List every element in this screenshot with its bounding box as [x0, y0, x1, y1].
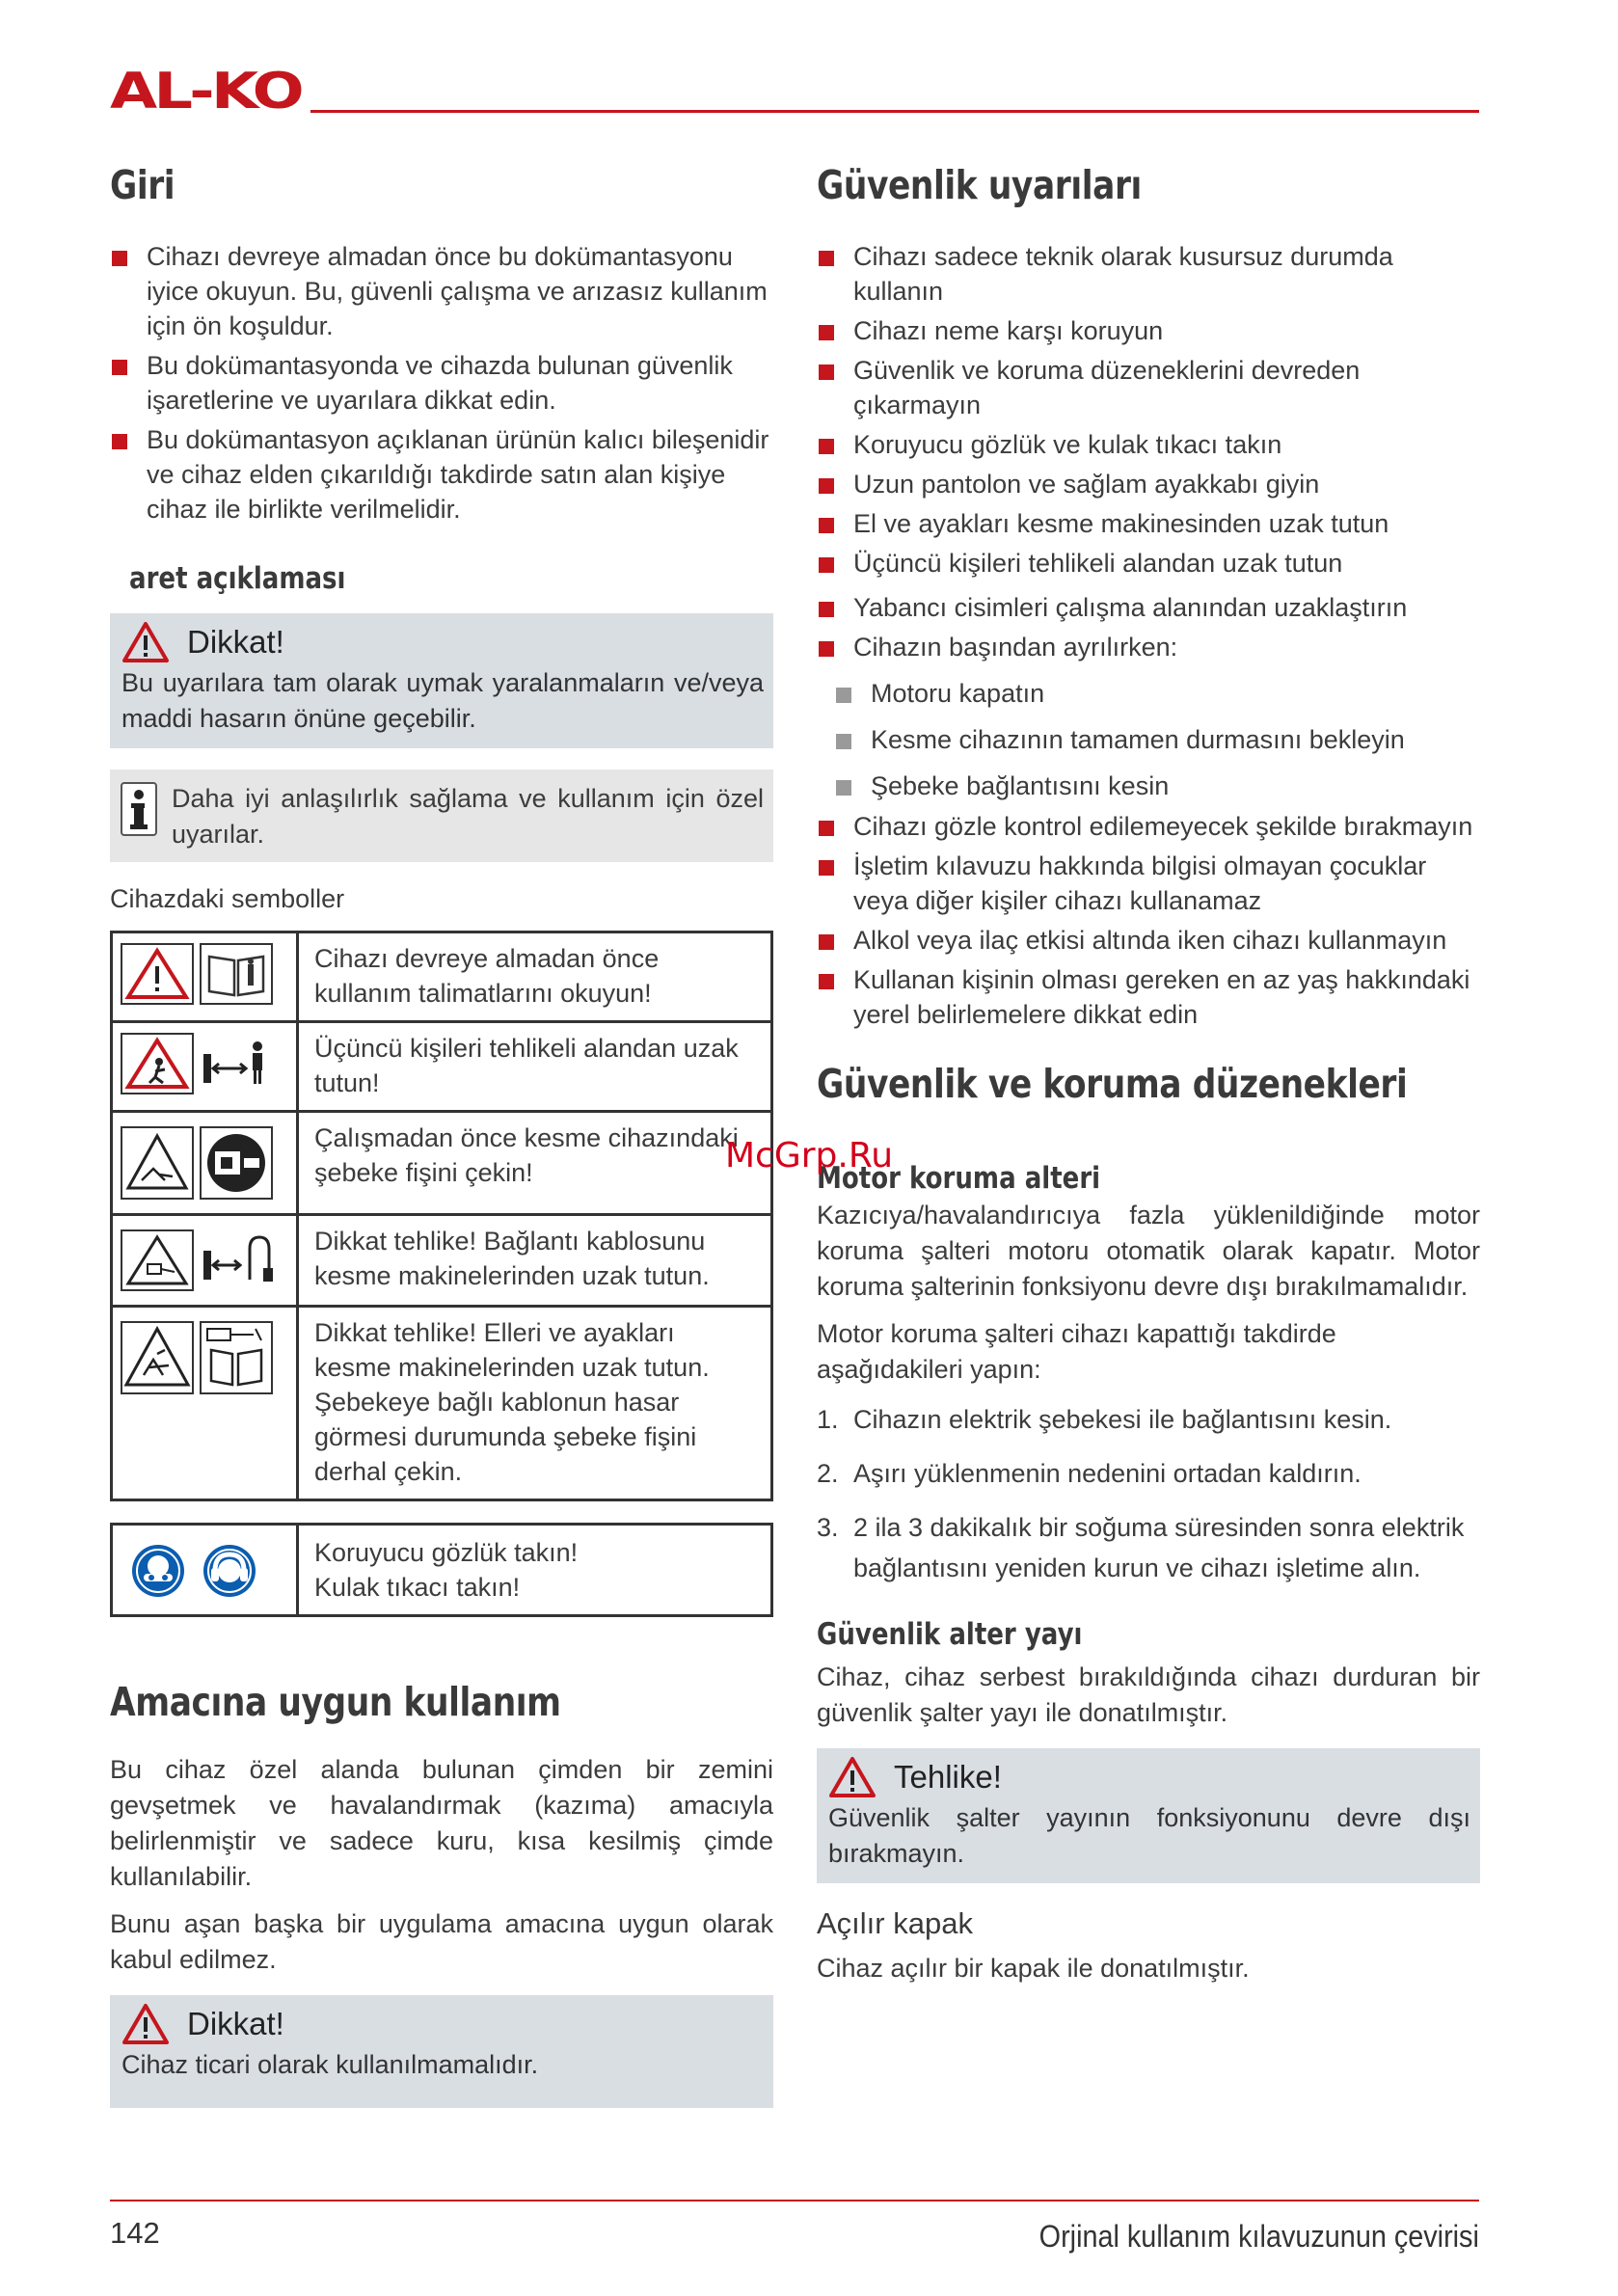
table-row: [112, 1112, 772, 1215]
caution-title: Dikkat!: [187, 624, 284, 660]
flap-paragraph: Cihaz açılır bir kapak ile donatılmıştır.: [817, 1954, 1250, 1983]
intro-list: [110, 239, 773, 527]
cable-warning-icon: [121, 1229, 194, 1291]
alko-logo: [110, 64, 303, 116]
list-item: Bu dokümantasyon açıklanan ürünün kalıcı bileşenidir ve cihaz elden çıkarıldığı takdirde satın alan kişiye cihaz ile birlikte verilmelidir.: [110, 422, 773, 527]
spring-paragraph: Cihaz, cihaz serbest bırakıldığında cihazı durduran bir güvenlik şalter yayı ile donatılmıştır.: [817, 1662, 1480, 1727]
sub-list-item: Motoru kapatın: [834, 676, 1480, 711]
symbol-description: Dikkat tehlike! Elleri ve ayakları kesme makinelerinden uzak tutun. Şebekeye bağlı kablonun hasar görmesi durumunda şebeke fişini derhal çekin.: [298, 1307, 772, 1500]
footer-title: Orjinal kullanım kılavuzunun çevirisi: [1038, 2219, 1479, 2254]
cable-hazard-icon: [121, 1126, 194, 1200]
left-column: [110, 154, 773, 2108]
list-item: Koruyucu gözlük ve kulak tıkacı takın: [817, 427, 1480, 462]
warning-icon: [121, 621, 170, 663]
safety-list: [817, 239, 1480, 664]
use-heading: Amacına uygun kullanım: [110, 1679, 561, 1725]
unplug-icon: [200, 1126, 273, 1200]
use-caution-box: [110, 1995, 773, 2108]
device-symbols-label: Cihazdaki semboller: [110, 884, 345, 913]
info-icon: [120, 781, 158, 837]
symbol-description: Cihazı devreye almadan önce kullanım talimatlarını okuyun!: [298, 932, 772, 1022]
warning-icon: [828, 1756, 876, 1798]
right-column: [817, 154, 1480, 1986]
ppe-earplug-text: Kulak tıkacı takın!: [314, 1573, 521, 1602]
safety-list-2: [817, 809, 1480, 1032]
table-row: [112, 932, 772, 1022]
step-item: 1. Cihazın elektrik şebekesi ile bağlantısını kesin.: [817, 1405, 1392, 1434]
safety-heading: Güvenlik uyarıları: [817, 162, 1142, 208]
keep-distance-icon: [200, 1033, 273, 1094]
svg-text:AL-KO: AL-KO: [110, 64, 302, 116]
list-item: Cihazı neme karşı koruyun: [817, 313, 1480, 348]
flap-heading: Açılır kapak: [817, 1906, 973, 1940]
caution-title: Dikkat!: [187, 2006, 284, 2041]
symbol-description: Dikkat tehlike! Bağlantı kablosunu kesme makinelerinden uzak tutun.: [298, 1215, 772, 1307]
symbol-description: Çalışmadan önce kesme cihazındaki şebeke fişini çekin!: [298, 1112, 772, 1215]
list-item: Cihazı devreye almadan önce bu dokümantasyonu iyice okuyun. Bu, güvenli çalışma ve arızasız kullanım için ön koşuldur.: [110, 239, 773, 343]
header-rule: [310, 110, 1479, 113]
footer-rule: [110, 2200, 1479, 2201]
step-item: 2. Aşırı yüklenmenin nedenini ortadan kaldırın.: [817, 1459, 1362, 1488]
safety-goggles-icon: [130, 1543, 186, 1599]
motor-paragraph-1: Kazıcıya/havalandırıcıya fazla yüklenildiğinde motor koruma şalteri motoru otomatik olarak kapatır. Motor koruma şalterinin fonksiyonu devre dışı bırakılmamalıdır.: [817, 1201, 1480, 1301]
hands-feet-hazard-icon: [121, 1321, 194, 1394]
symbols-heading: aret açıklaması: [129, 561, 346, 596]
caution-text: Bu uyarılara tam olarak uymak yaralanmaların ve/veya maddi hasarın önüne geçebilir.: [121, 668, 764, 733]
danger-title: Tehlike!: [894, 1759, 1002, 1795]
intro-heading: Giri: [110, 162, 175, 208]
page-number: 142: [110, 2216, 160, 2250]
list-item: El ve ayakları kesme makinesinden uzak tutun: [817, 506, 1480, 541]
table-row: [112, 1525, 772, 1616]
watermark: McGrp.Ru: [725, 1136, 894, 1175]
read-manual-icon: [200, 943, 273, 1005]
spring-heading: Güvenlik alter yayı: [817, 1617, 1083, 1652]
info-box: [110, 770, 773, 862]
danger-box: [817, 1748, 1480, 1883]
list-item: Uzun pantolon ve sağlam ayakkabı giyin: [817, 467, 1480, 501]
leave-device-sublist: [834, 676, 1480, 803]
symbols-table: [110, 931, 773, 1501]
list-item: Güvenlik ve koruma düzeneklerini devreden çıkarmayın: [817, 353, 1480, 422]
table-row: [112, 1022, 772, 1112]
list-item: Cihazı gözle kontrol edilemeyecek şekilde bırakmayın: [817, 809, 1480, 844]
list-item: Yabancı cisimleri çalışma alanından uzaklaştırın: [817, 590, 1480, 625]
ppe-table: [110, 1523, 773, 1617]
sub-list-item: Kesme cihazının tamamen durmasını bekleyin: [834, 722, 1480, 757]
list-item: İşletim kılavuzu hakkında bilgisi olmayan çocuklar veya diğer kişiler cihazı kullanamaz: [817, 849, 1480, 918]
caution-text: Cihaz ticari olarak kullanılmamalıdır.: [121, 2050, 539, 2079]
ppe-goggles-text: Koruyucu gözlük takın!: [314, 1538, 579, 1567]
table-row: [112, 1307, 772, 1500]
protection-heading: Güvenlik ve koruma düzenekleri: [817, 1061, 1408, 1107]
danger-text: Güvenlik şalter yayının fonksiyonunu devre dışı bırakmayın.: [828, 1803, 1470, 1868]
use-paragraph-2: Bunu aşan başka bir uygulama amacına uygun olarak kabul edilmez.: [110, 1909, 773, 1974]
step-item: 3. 2 ila 3 dakikalık bir soğuma süresinden sonra elektrik bağlantısını yeniden kurun ve cihazı işletime alın.: [817, 1513, 1465, 1582]
sub-list-item: Şebeke bağlantısını kesin: [834, 769, 1480, 803]
caution-box: [110, 613, 773, 748]
info-text: Daha iyi anlaşılırlık sağlama ve kullanım için özel uyarılar.: [172, 784, 764, 849]
list-item: Kullanan kişinin olması gereken en az yaş hakkındaki yerel belirlemelere dikkat edin: [817, 962, 1480, 1032]
cable-distance-icon: [200, 1229, 273, 1291]
symbol-description: Üçüncü kişileri tehlikeli alandan uzak tutun!: [298, 1022, 772, 1112]
motor-steps: [817, 1399, 1480, 1588]
use-paragraph-1: Bu cihaz özel alanda bulunan çimden bir zemini gevşetmek ve havalandırmak (kazıma) amacıyla belirlenmiştir ve sadece kuru, kısa kesilmiş çimde kullanılabilir.: [110, 1755, 773, 1891]
table-row: [112, 1215, 772, 1307]
list-item: Cihazın başından ayrılırken:: [817, 630, 1480, 664]
damaged-cable-icon: [200, 1321, 273, 1394]
thrown-objects-icon: [121, 1033, 194, 1094]
list-item: Üçüncü kişileri tehlikeli alandan uzak tutun: [817, 546, 1480, 581]
ear-protection-icon: [202, 1543, 257, 1599]
list-item: Alkol veya ilaç etkisi altında iken cihazı kullanmayın: [817, 923, 1480, 958]
warning-sign-icon: [121, 943, 194, 1005]
list-item: Bu dokümantasyonda ve cihazda bulunan güvenlik işaretlerine ve uyarılara dikkat edin.: [110, 348, 773, 418]
warning-icon: [121, 2003, 170, 2045]
list-item: Cihazı sadece teknik olarak kusursuz durumda kullanın: [817, 239, 1480, 309]
motor-switch-heading: Motor koruma alteri: [817, 1161, 1101, 1196]
motor-paragraph-2: Motor koruma şalteri cihazı kapattığı takdirde aşağıdakileri yapın:: [817, 1319, 1336, 1384]
